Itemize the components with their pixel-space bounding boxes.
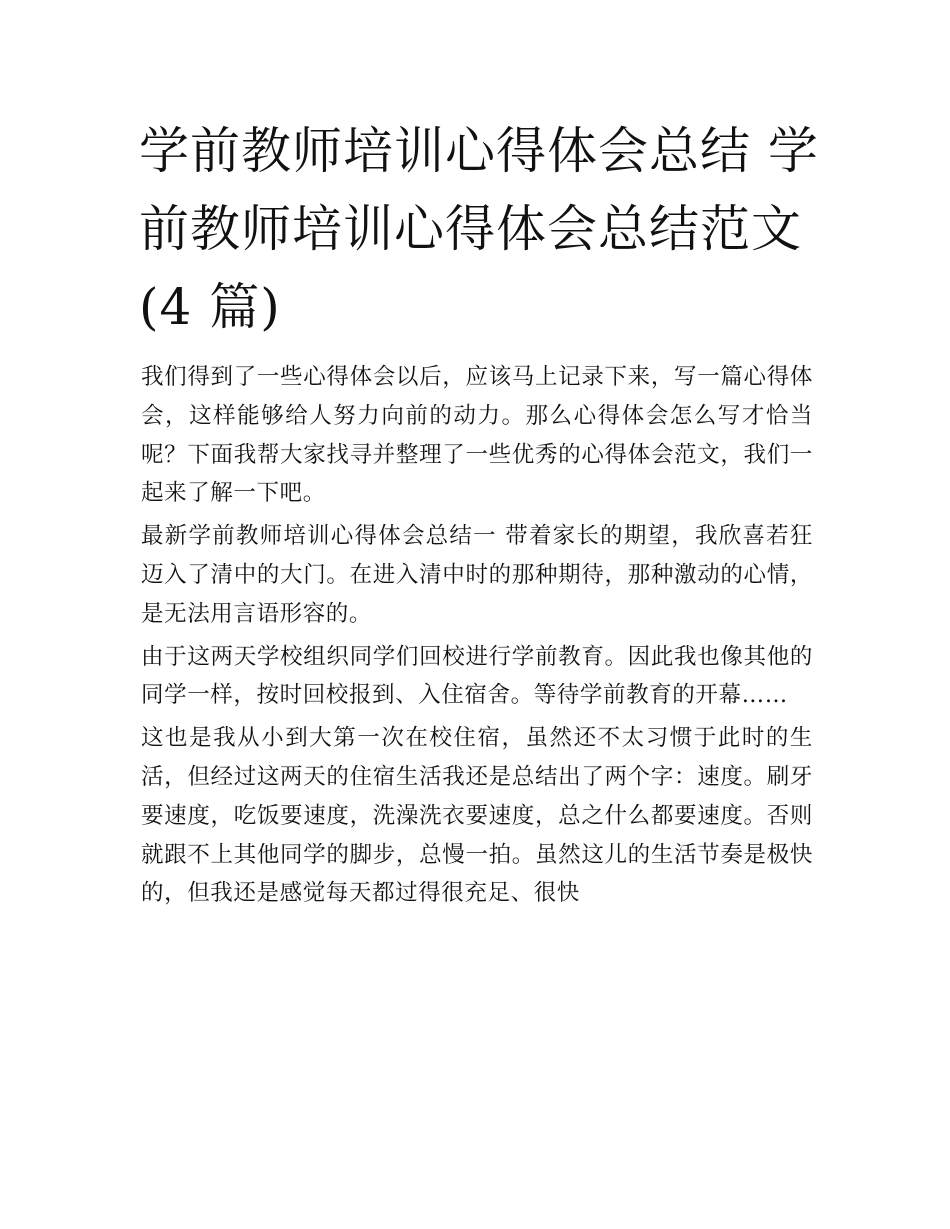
paragraph-pre-school-education: 由于这两天学校组织同学们回校进行学前教育。因此我也像其他的同学一样，按时回校报到、入住宿舍。等待学前教育的开幕…… <box>141 643 813 709</box>
paragraph-intro: 我们得到了一些心得体会以后，应该马上记录下来，写一篇心得体会，这样能够给人努力向前的动力。那么心得体会怎么写才恰当呢？下面我帮大家找寻并整理了一些优秀的心得体会范文，我们一起来了解一下吧。 <box>141 364 813 507</box>
paragraph-dorm-life: 这也是我从小到大第一次在校住宿，虽然还不太习惯于此时的生活，但经过这两天的住宿生活我还是总结出了两个字：速度。刷牙要速度，吃饭要速度，洗澡洗衣要速度，总之什么都要速度。否则就跟不上其他同学的脚步，总慢一拍。虽然这儿的生活节奏是极快的，但我还是感觉每天都过得很充足、很快 <box>141 725 813 907</box>
paragraph-summary-one: 最新学前教师培训心得体会总结一 带着家长的期望，我欣喜若狂迈入了清中的大门。在进入清中时的那种期待，那种激动的心情，是无法用言语形容的。 <box>141 523 813 627</box>
document-body <box>141 358 813 917</box>
document-title: 学前教师培训心得体会总结 学前教师培训心得体会总结范文(4 篇) <box>139 122 819 336</box>
